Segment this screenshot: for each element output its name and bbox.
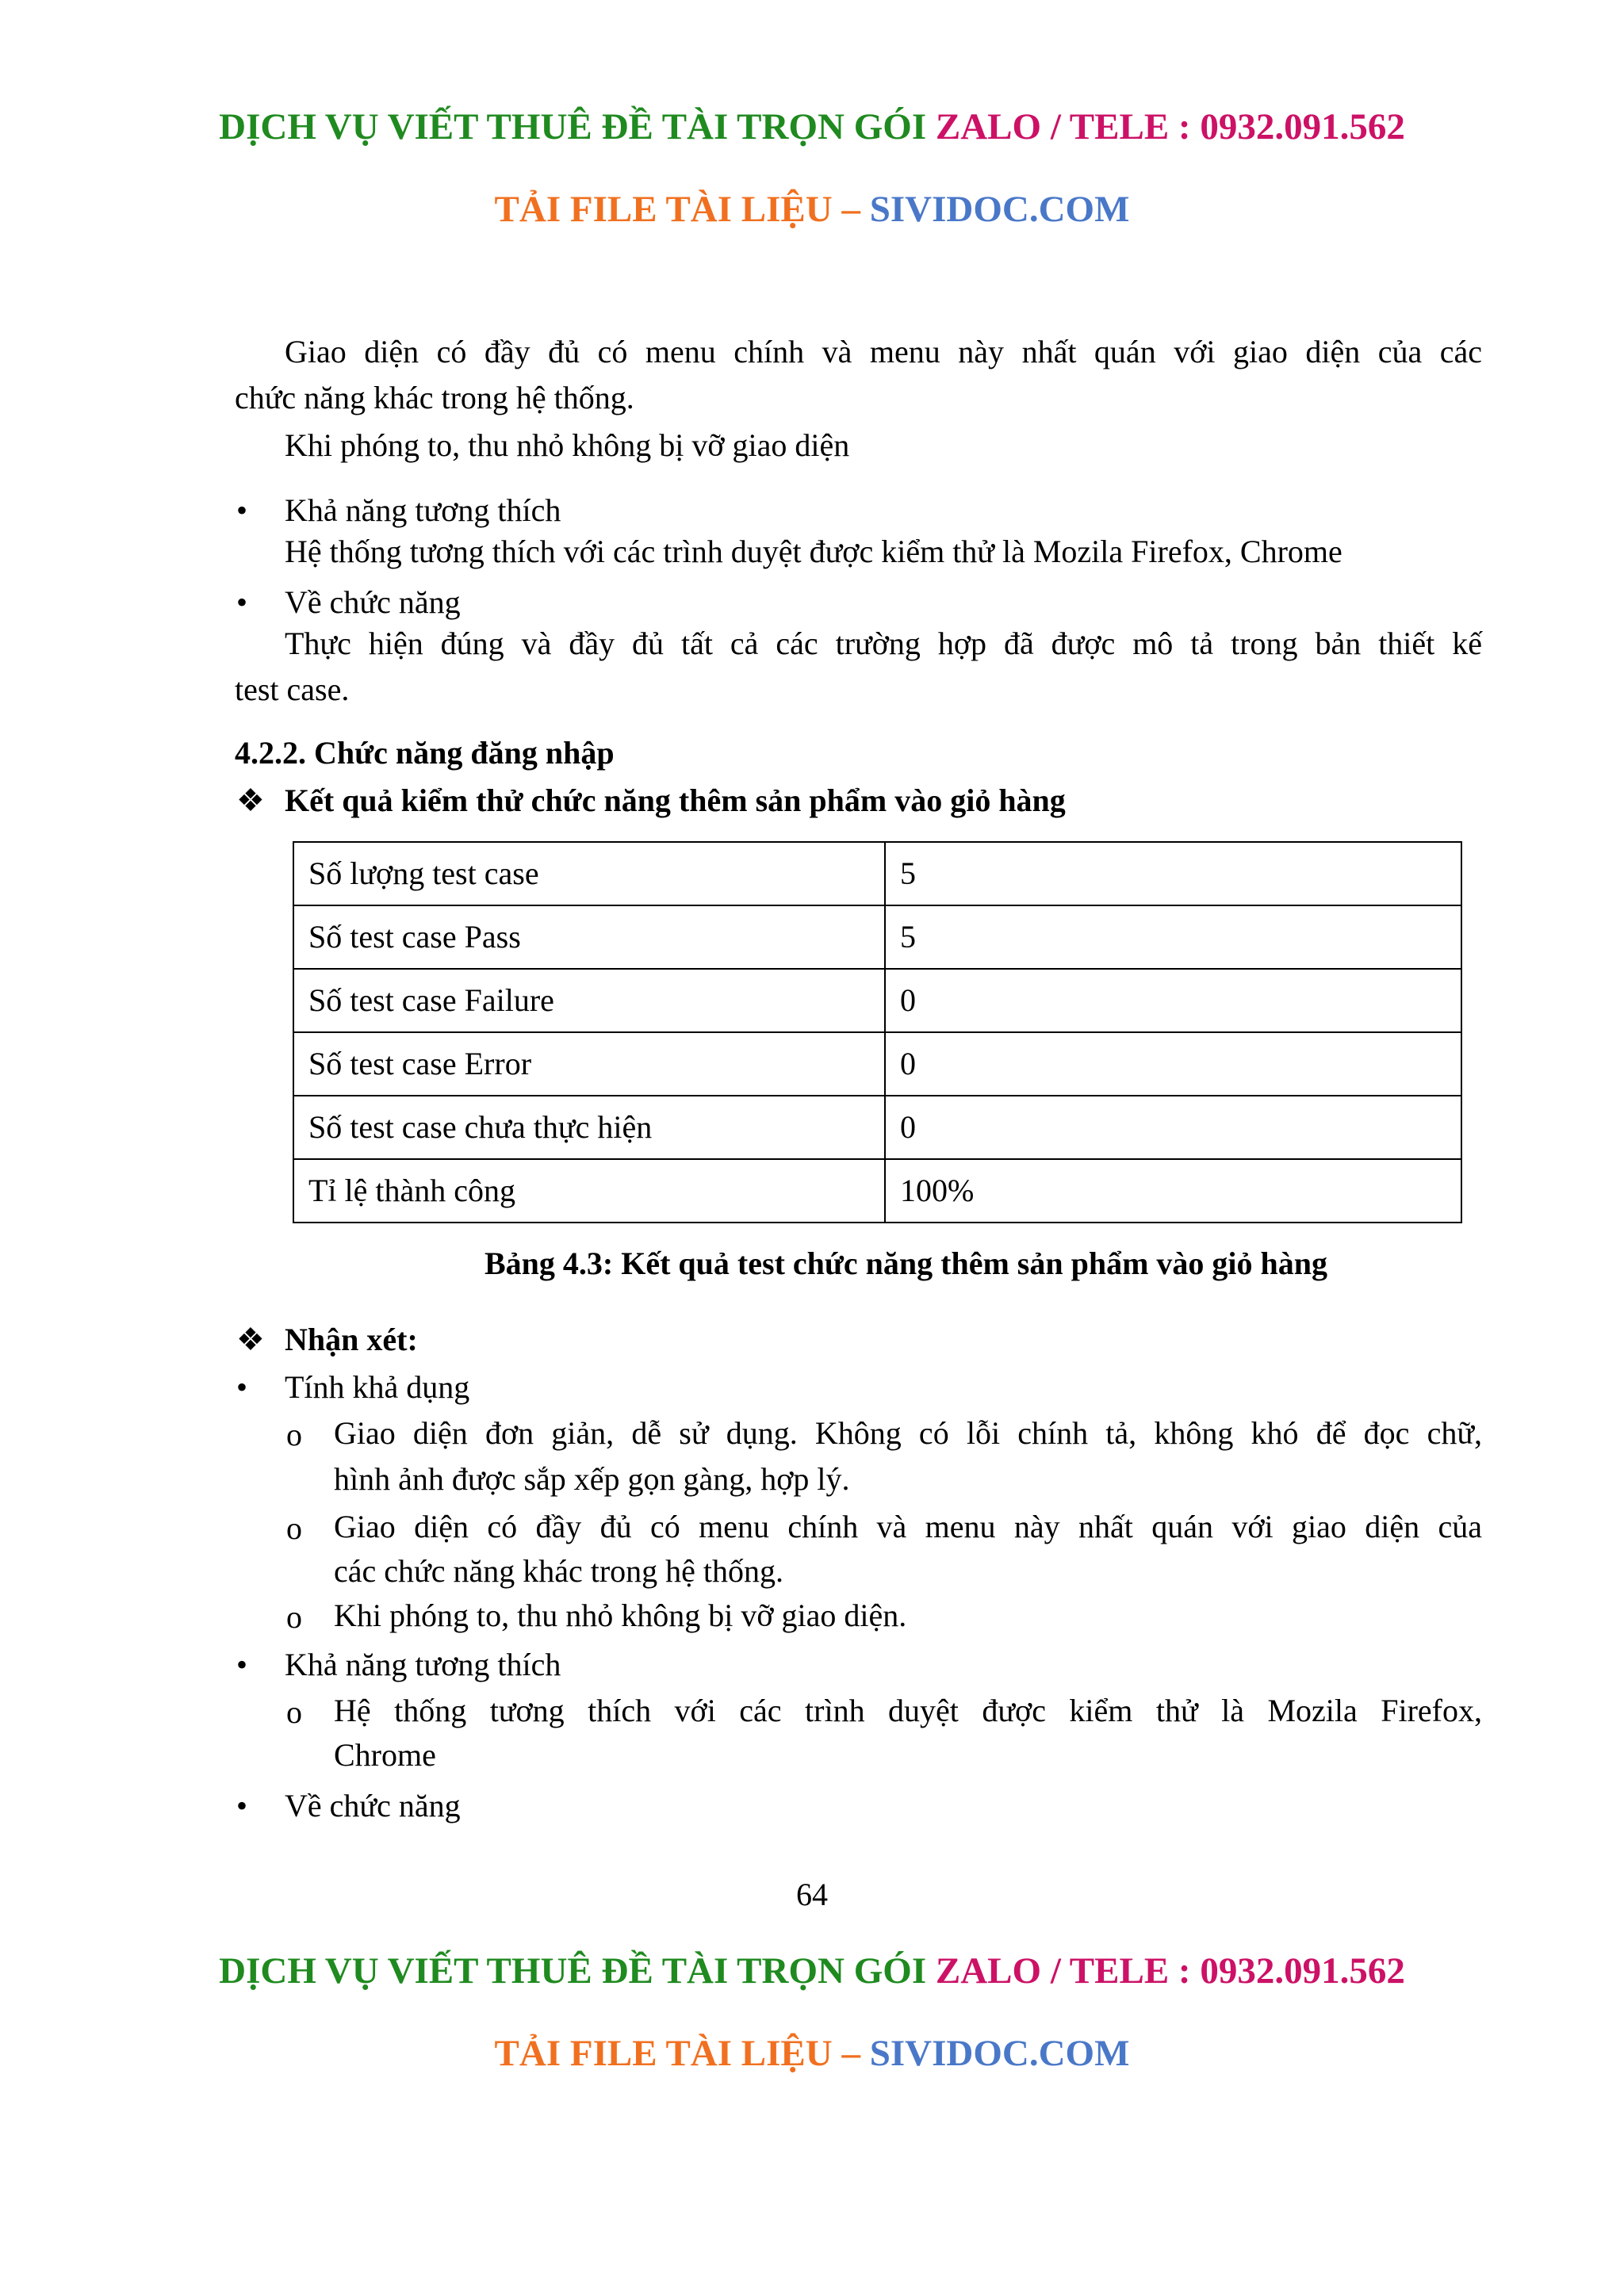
circle-bullet-icon: o: [286, 1694, 302, 1730]
banner-site-link[interactable]: SIVIDOC.COM: [869, 189, 1130, 230]
compat-text: Hệ thống tương thích với các trình duyệt được kiểm thử là Mozila Firefox, Chrome: [285, 534, 1342, 569]
usability-title: Tính khả dụng: [285, 1369, 470, 1405]
usability-item3: Khi phóng to, thu nhỏ không bị vỡ giao diện.: [334, 1598, 907, 1633]
bullet-icon: •: [236, 1788, 248, 1823]
table-cell-label: Tỉ lệ thành công: [293, 1159, 885, 1223]
circle-bullet-icon: o: [286, 1417, 302, 1452]
intro-paragraph-2: Khi phóng to, thu nhỏ không bị vỡ giao diện: [285, 427, 850, 463]
table-cell-label: Số test case Error: [293, 1032, 885, 1096]
banner-service-text: DỊCH VỤ VIẾT THUÊ ĐỀ TÀI TRỌN GÓI: [219, 1950, 927, 1992]
compat-item1-line1: Hệ thống tương thích với các trình duyệt được kiểm thử là Mozila Firefox,: [334, 1693, 1482, 1728]
usability-item1-line1: Giao diện đơn giản, dễ sử dụng. Không có lỗi chính tả, không khó để đọc chữ,: [334, 1415, 1482, 1451]
bullet-icon: •: [236, 1369, 248, 1405]
table-caption: Bảng 4.3: Kết quả test chức năng thêm sản phẩm vào giỏ hàng: [485, 1246, 1328, 1281]
table-cell-label: Số test case Pass: [293, 905, 885, 969]
review-compat-title: Khả năng tương thích: [285, 1647, 561, 1682]
table-cell-value: 100%: [885, 1159, 1461, 1223]
table-row: [293, 969, 1461, 1032]
section-subheading: Kết quả kiểm thử chức năng thêm sản phẩm vào giỏ hàng: [285, 783, 1066, 818]
intro-paragraph-line1: Giao diện có đầy đủ có menu chính và menu này nhất quán với giao diện của các: [285, 334, 1482, 369]
intro-paragraph-line2: chức năng khác trong hệ thống.: [235, 380, 634, 415]
table-row: [293, 1159, 1461, 1223]
compat-item1-line2: Chrome: [334, 1737, 436, 1773]
review-title: Nhận xét:: [285, 1322, 418, 1357]
table-cell-value: 5: [885, 905, 1461, 969]
banner-file-text: TẢI FILE TÀI LIỆU –: [494, 2033, 860, 2074]
test-result-table: [293, 841, 1462, 1223]
table-cell-label: Số lượng test case: [293, 842, 885, 905]
diamond-bullet-icon: ❖: [236, 783, 265, 818]
bottom-banner-line1: [0, 1947, 1624, 1995]
table-cell-value: 5: [885, 842, 1461, 905]
bullet-icon: •: [236, 492, 248, 528]
function-title: Về chức năng: [285, 584, 461, 620]
banner-site-link[interactable]: SIVIDOC.COM: [869, 2033, 1130, 2074]
table-cell-value: 0: [885, 969, 1461, 1032]
banner-service-text: DỊCH VỤ VIẾT THUÊ ĐỀ TÀI TRỌN GÓI: [219, 106, 927, 147]
table-row: [293, 842, 1461, 905]
bullet-icon: •: [236, 584, 248, 620]
table-row: [293, 1032, 1461, 1096]
table-cell-label: Số test case chưa thực hiện: [293, 1096, 885, 1159]
function-text-line1: Thực hiện đúng và đầy đủ tất cả các trường hợp đã được mô tả trong bản thiết kế: [285, 626, 1482, 661]
table-cell-label: Số test case Failure: [293, 969, 885, 1032]
compat-title: Khả năng tương thích: [285, 492, 561, 528]
diamond-bullet-icon: ❖: [236, 1322, 265, 1357]
section-heading: 4.2.2. Chức năng đăng nhập: [235, 735, 615, 771]
usability-item2-line2: các chức năng khác trong hệ thống.: [334, 1553, 784, 1589]
review-function-title: Về chức năng: [285, 1788, 461, 1823]
banner-file-text: TẢI FILE TÀI LIỆU –: [494, 189, 860, 230]
table-cell-value: 0: [885, 1032, 1461, 1096]
usability-item1-line2: hình ảnh được sắp xếp gọn gàng, hợp lý.: [334, 1461, 850, 1497]
table-cell-value: 0: [885, 1096, 1461, 1159]
table-row: [293, 905, 1461, 969]
table-row: [293, 1096, 1461, 1159]
page-number: 64: [796, 1877, 828, 1912]
function-text-line2: test case.: [235, 672, 350, 707]
banner-contact-text: ZALO / TELE : 0932.091.562: [935, 1950, 1405, 1992]
bottom-banner-line2: [0, 2030, 1624, 2077]
banner-contact-text: ZALO / TELE : 0932.091.562: [935, 106, 1405, 147]
bullet-icon: •: [236, 1647, 248, 1682]
circle-bullet-icon: o: [286, 1599, 302, 1635]
circle-bullet-icon: o: [286, 1510, 302, 1546]
test-result-table-body: [293, 842, 1461, 1223]
usability-item2-line1: Giao diện có đầy đủ có menu chính và menu này nhất quán với giao diện của: [334, 1509, 1482, 1544]
